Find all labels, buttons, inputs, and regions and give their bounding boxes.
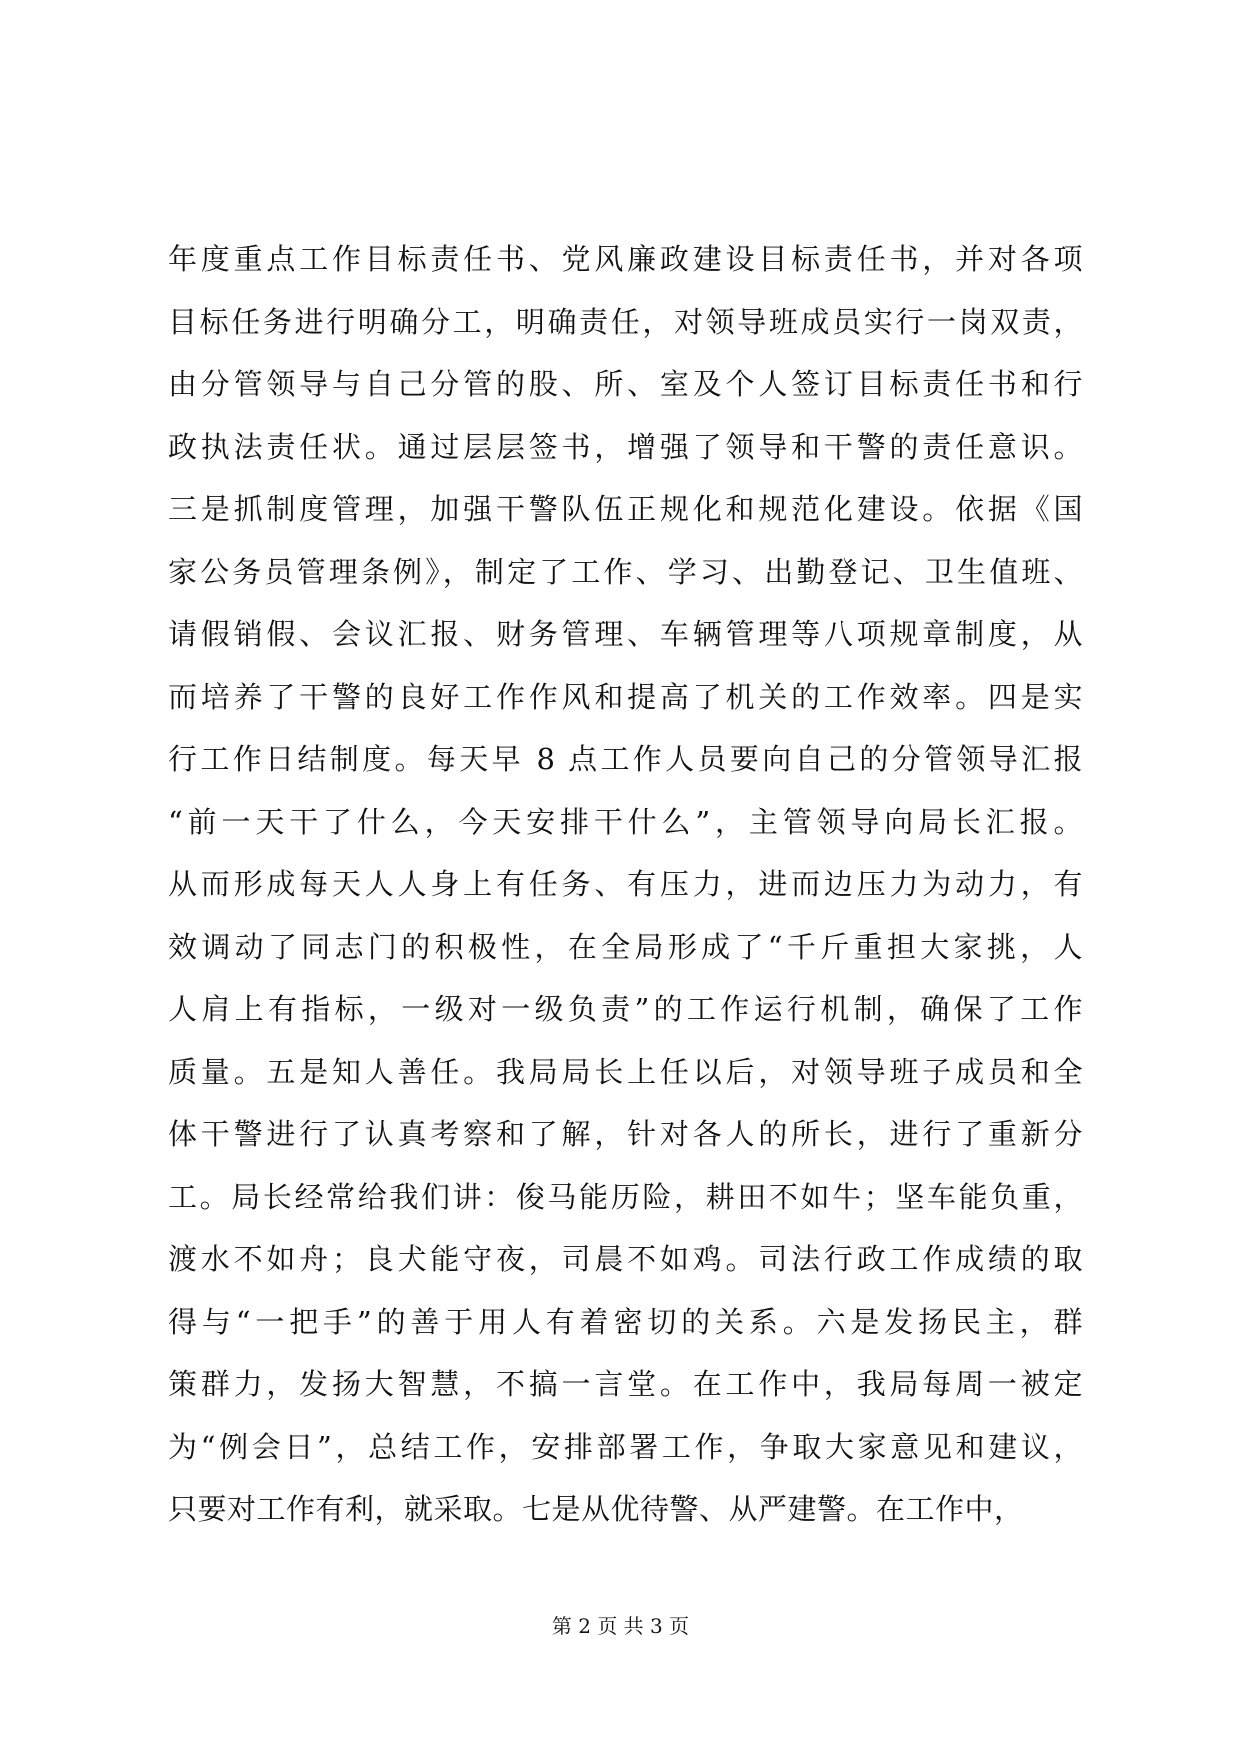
text-line: 由分管领导与自己分管的股、所、室及个人签订目标责任书和行 xyxy=(168,367,1083,401)
text-line: 行工作日结制度。每天早 8 点工作人员要向自己的分管领导汇报 xyxy=(168,742,1083,776)
text-line: 家公务员管理条例》，制定了工作、学习、出勤登记、卫生值班、 xyxy=(168,554,1083,589)
text-line: 人肩上有指标，一级对一级负责”的工作运行机制，确保了工作 xyxy=(168,992,1083,1026)
text-line: 三是抓制度管理，加强干警队伍正规化和规范化建设。依据《国 xyxy=(168,492,1083,526)
text-line: 体干警进行了认真考察和了解，针对各人的所长，进行了重新分 xyxy=(168,1117,1083,1151)
text-line: 年度重点工作目标责任书、党风廉政建设目标责任书，并对各项 xyxy=(168,242,1083,276)
body-text xyxy=(168,228,1083,1541)
text-line: 为“例会日”，总结工作，安排部署工作，争取大家意见和建议， xyxy=(168,1429,1083,1464)
text-line: “前一天干了什么，今天安排干什么”，主管领导向局长汇报。 xyxy=(168,804,1083,839)
text-line: 政执法责任状。通过层层签书，增强了领导和干警的责任意识。 xyxy=(168,429,1083,464)
text-line: 只要对工作有利，就采取。七是从优待警、从严建警。在工作中， xyxy=(168,1492,1024,1526)
text-line: 目标任务进行明确分工，明确责任，对领导班成员实行一岗双责， xyxy=(168,304,1083,339)
text-line: 效调动了同志门的积极性，在全局形成了“千斤重担大家挑，人 xyxy=(168,929,1083,964)
text-line: 请假销假、会议汇报、财务管理、车辆管理等八项规章制度，从 xyxy=(168,617,1083,651)
text-line: 从而形成每天人人身上有任务、有压力，进而边压力为动力，有 xyxy=(168,867,1083,901)
text-line: 而培养了干警的良好工作作风和提高了机关的工作效率。四是实 xyxy=(168,679,1083,714)
text-line: 工。局长经常给我们讲：俊马能历险，耕田不如牛；坚车能负重， xyxy=(168,1179,1083,1214)
page-number-footer: 第 2 页 共 3 页 xyxy=(551,1614,690,1638)
text-line: 得与“一把手”的善于用人有着密切的关系。六是发扬民主，群 xyxy=(168,1304,1083,1339)
text-line: 质量。五是知人善任。我局局长上任以后，对领导班子成员和全 xyxy=(168,1054,1083,1089)
text-line: 渡水不如舟；良犬能守夜，司晨不如鸡。司法行政工作成绩的取 xyxy=(168,1242,1083,1276)
text-line: 策群力，发扬大智慧，不搞一言堂。在工作中，我局每周一被定 xyxy=(168,1367,1083,1401)
